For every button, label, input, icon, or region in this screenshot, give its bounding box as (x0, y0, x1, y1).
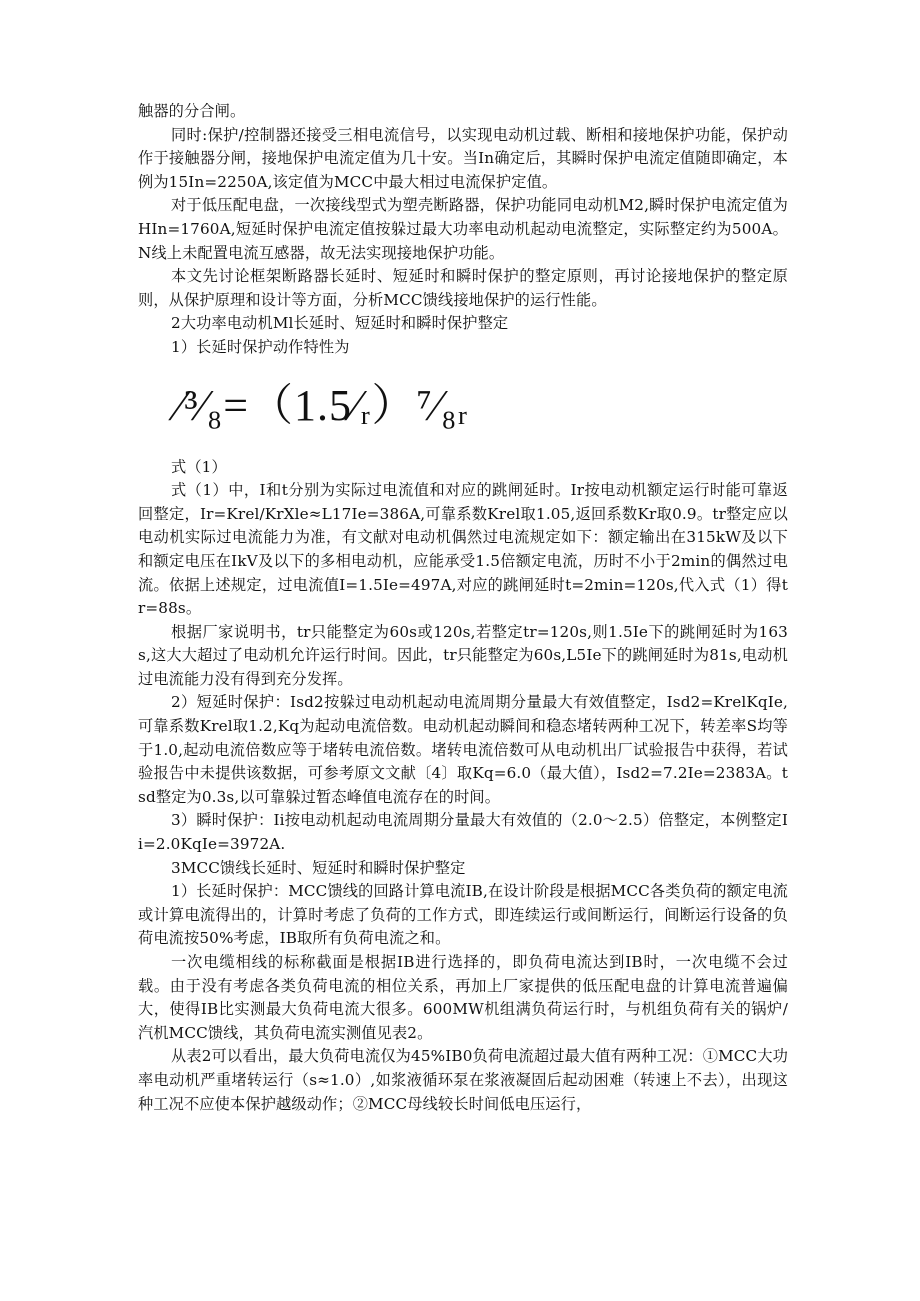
paragraph-10: 2）短延时保护：Isd2按躲过电动机起动电流周期分量最大有效值整定，Isd2=KrelKqIe,可靠系数Krel取1.2,Kq为起动电流倍数。电动机起动瞬间和稳态堵转两种工况下，转差率S均等于1.0,起动电流倍数应等于堵转电流倍数。堵转电流倍数可从电动机出厂试验报告中获得，若试验报告中未提供该数据，可参考原文文献〔4〕取Kq=6.0（最大值），Isd2=7.2Ie=2383A。tsd整定为0.3s,以可靠躲过暂态峰值电流存在的时间。 (138, 693, 788, 806)
paragraph-8: 式（1）中，I和t分别为实际过电流值和对应的跳闸延时。Ir按电动机额定运行时能可靠返回整定，Ir=Krel/KrXle≈L17Ie=386A,可靠系数Krel取1.05,返回系数Kr取0.9。tr整定应以电动机实际过电流能力为准，有文献对电动机偶然过电流规定如下：额定输出在315kW及以下和额定电压在IkV及以下的多相电动机，应能承受1.5倍额定电流，历时不小于2min的偶然过电流。依据上述规定，过电流值I=1.5Ie=497A,对应的跳闸延时t=2min=120s,代入式（1）得tr=88s。 (138, 481, 788, 618)
paragraph-1: 触器的分合闸。 (138, 102, 246, 120)
paragraph-15: 从表2可以看出，最大负荷电流仅为45%IB0负荷电流超过最大值有两种工况：①MCC大功率电动机严重堵转运行（s≈1.0）,如浆液循环泵在浆液凝固后起动困难（转速上不去），出现这种工况不应使本保护越级动作；②MCC母线较长时间低电压运行， (138, 1047, 788, 1113)
section-heading-3: 3MCC馈线长延时、短延时和瞬时保护整定 (171, 858, 466, 877)
formula-label: 式（1） (171, 457, 227, 476)
paragraph-3: 对于低压配电盘，一次接线型式为塑壳断路器，保护功能同电动机M2,瞬时保护电流定值为HIn=1760A,短延时保护电流定值按躲过最大功率电动机起动电流整定，实际整定约为500A。N线上未配置电流互感器，故无法实现接地保护功能。 (138, 196, 788, 262)
paragraph-11: 3）瞬时保护：Ii按电动机起动电流周期分量最大有效值的（2.0～2.5）倍整定，本例整定Ii=2.0KqIe=3972A. (138, 811, 788, 854)
paragraph-2: 同时:保护/控制器还接受三相电流信号，以实现电动机过载、断相和接地保护功能，保护动作于接触器分闸，接地保护电流定值为几十安。当In确定后，其瞬时保护电流定值随即确定，本例为15In=2250A,该定值为MCC中最大相过电流保护定值。 (138, 125, 788, 191)
section-heading-2: 2大功率电动机Ml长延时、短延时和瞬时保护整定 (171, 314, 509, 333)
paragraph-4: 本文先讨论框架断路器长延时、短延时和瞬时保护的整定原则，再讨论接地保护的整定原则，从保护原理和设计等方面，分析MCC馈线接地保护的运行性能。 (138, 267, 788, 309)
paragraph-14: 一次电缆相线的标称截面是根据IB进行选择的，即负荷电流达到IB时，一次电缆不会过载。由于没有考虑各类负荷电流的相位关系，再加上厂家提供的低压配电盘的计算电流普遍偏大，使得IB比实测最大负荷电流大很多。600MW机组满负荷运行时，与机组负荷有关的锅炉/汽机MCC馈线，其负荷电流实测值见表2。 (138, 953, 788, 1042)
formula-1: ⁄³⁄₈=（1.5⁄ᵣ）⁷⁄₈ᵣ (176, 380, 469, 430)
paragraph-13: 1）长延时保护：MCC馈线的回路计算电流IB,在设计阶段是根据MCC各类负荷的额定电流或计算电流得出的，计算时考虑了负荷的工作方式，即连续运行或间断运行，间断运行设备的负荷电流按50%考虑，IB取所有负荷电流之和。 (138, 882, 788, 948)
paragraph-9: 根据厂家说明书，tr只能整定为60s或120s,若整定tr=120s,则1.5Ie下的跳闸延时为163s,这大大超过了电动机允许运行时间。因此，tr只能整定为60s,L5Ie下的跳闸延时为81s,电动机过电流能力没有得到充分发挥。 (138, 622, 788, 688)
document-page (138, 100, 788, 1116)
paragraph-6: 1）长延时保护动作特性为 (171, 337, 350, 356)
